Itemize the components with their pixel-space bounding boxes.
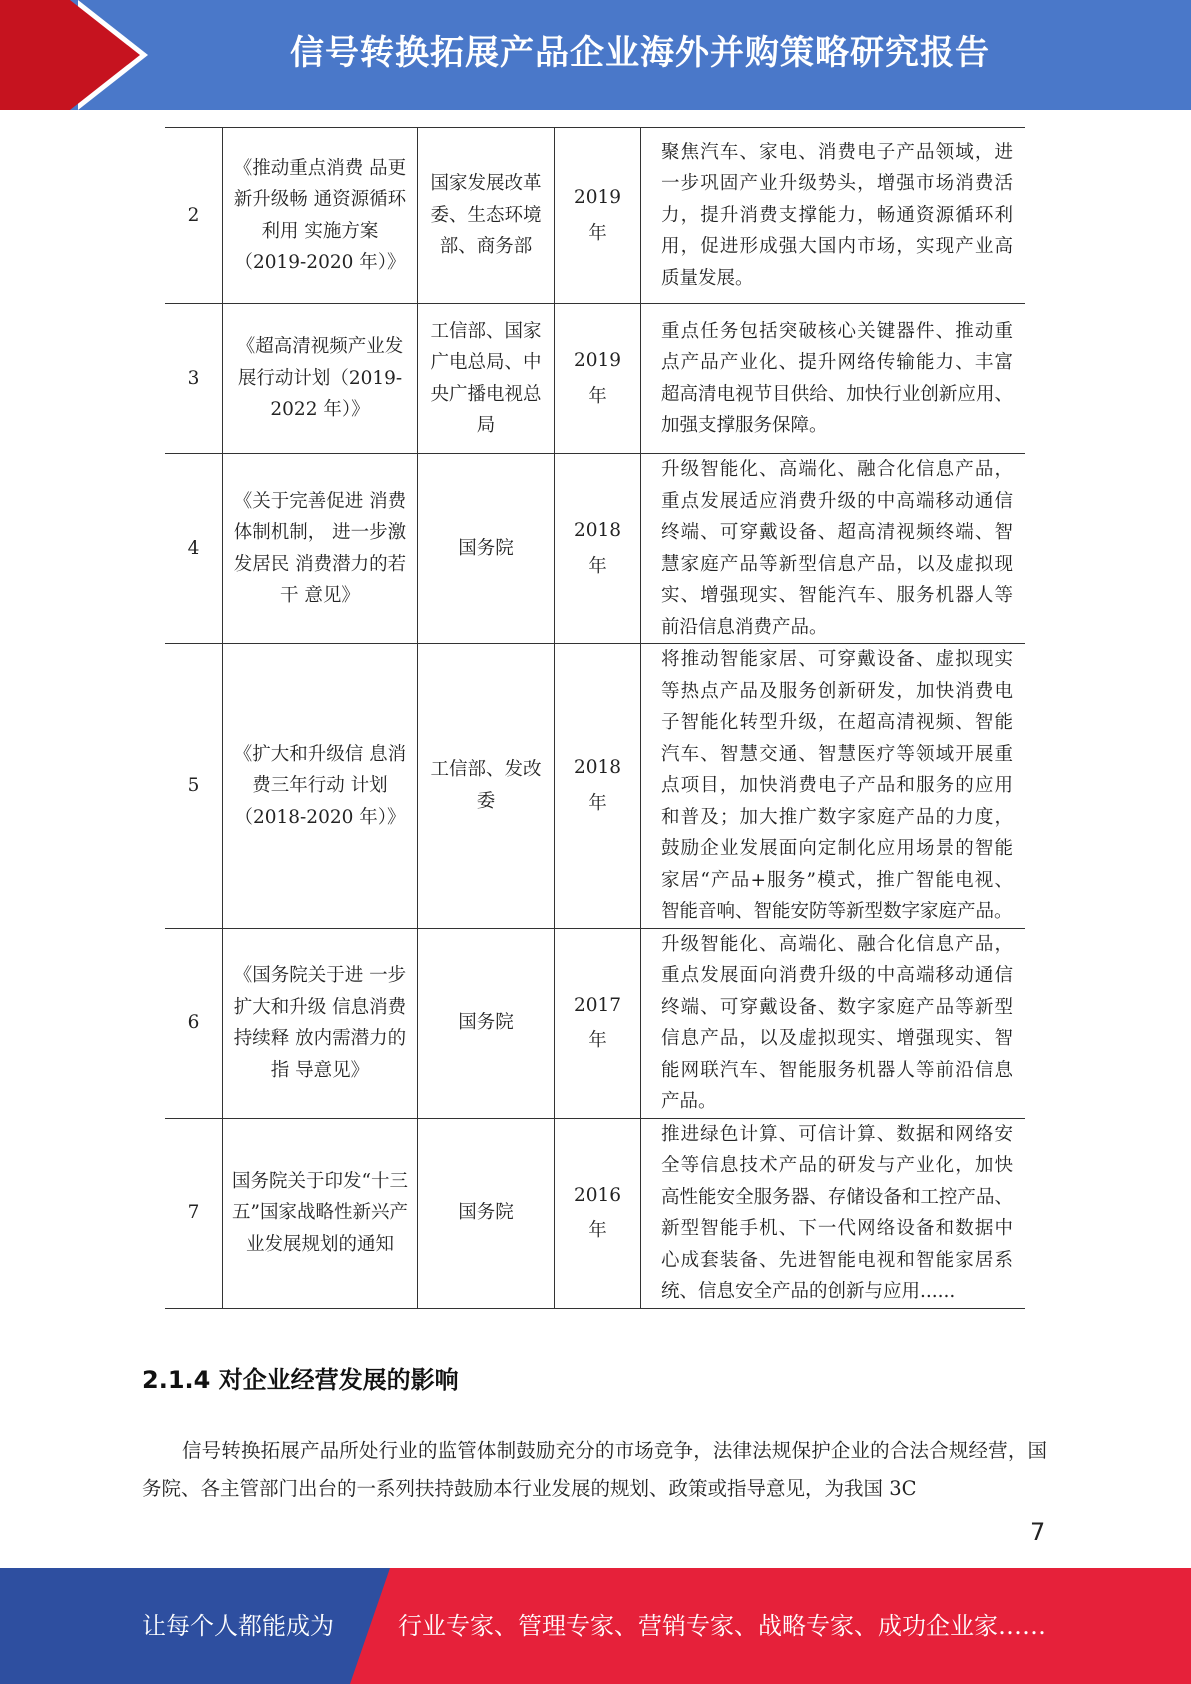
footer-slogan-left: 让每个人都能成为: [142, 1612, 334, 1640]
table-row: [165, 304, 1025, 454]
table-row: [165, 454, 1025, 644]
year-unit: 年: [588, 222, 607, 244]
policy-description: 将推动智能家居、可穿戴设备、虚拟现实 等热点产品及服务创新研发，加快消费电 子智能化转型升级，在超高清视频、智能 汽车、智慧交通、智慧医疗等领域开展重 点项目，加快消费电子产品和服务的应用 和普及；加大推广数字家庭产品的力度， 鼓励企业发展面向定制化应用场景的智能 家居“产品+服务”模式，推广智能电视、 智能音响、智能安防等新型数字家庭产品。: [641, 644, 1026, 929]
row-number: 3: [165, 304, 223, 454]
policy-name: 《关于完善促进 消费体制机制， 进一步激发居民 消费潜力的若干 意见》: [223, 454, 418, 644]
year-unit: 年: [588, 1030, 607, 1051]
year-number: 2017: [573, 994, 622, 1016]
policy-description: 聚焦汽车、家电、消费电子产品领域，进 一步巩固产业升级势头，增强市场消费活 力，提升消费支撑能力，畅通资源循环利 用，促进形成强大国内市场，实现产业高 质量发展。: [641, 128, 1026, 304]
footer-slant: [350, 1568, 390, 1684]
policy-name: 《扩大和升级信 息消费三年行动 计划（2018-2020 年）》: [223, 644, 418, 929]
year-unit: 年: [588, 792, 607, 814]
issue-year: [555, 304, 641, 454]
issuing-department: 国务院: [418, 928, 555, 1118]
issue-year: [555, 928, 641, 1118]
year-number: 2019: [573, 187, 622, 208]
issue-year: [555, 644, 641, 929]
issue-year: [555, 1118, 641, 1308]
policy-description: 升级智能化、高端化、融合化信息产品， 重点发展适应消费升级的中高端移动通信 终端、可穿戴设备、超高清视频终端、智 慧家庭产品等新型信息产品，以及虚拟现 实、增强现实、智能汽车、服务机器人等 前沿信息消费产品。: [641, 454, 1026, 644]
header-red-chevron: [70, 0, 140, 110]
year-unit: 年: [588, 385, 607, 407]
year-number: 2018: [573, 757, 622, 779]
page-footer: [0, 1568, 1191, 1684]
table-row: [165, 928, 1025, 1118]
page-header: [0, 0, 1191, 110]
row-number: 4: [165, 454, 223, 644]
footer-slogan-right: 行业专家、管理专家、营销专家、战略专家、成功企业家……: [398, 1612, 1046, 1640]
issue-year: [555, 454, 641, 644]
policy-name: 国务院关于印发“十三五”国家战略性新兴产业发展规划的通知: [223, 1118, 418, 1308]
table-row: [165, 1118, 1025, 1308]
year-unit: 年: [588, 1220, 607, 1241]
year-unit: 年: [588, 555, 607, 577]
issuing-department: 国务院: [418, 1118, 555, 1308]
row-number: 2: [165, 128, 223, 304]
policy-description: 重点任务包括突破核心关键器件、推动重 点产品产业化、提升网络传输能力、丰富 超高清电视节目供给、加快行业创新应用、 加强支撑服务保障。: [641, 304, 1026, 454]
policy-name: 《推动重点消费 品更新升级畅 通资源循环利用 实施方案（2019-2020 年）》: [223, 128, 418, 304]
report-title: 信号转换拓展产品企业海外并购策略研究报告: [290, 33, 990, 73]
body-paragraph: 信号转换拓展产品所处行业的监管体制鼓励充分的市场竞争，法律法规保护企业的合法合规经营，国务院、各主管部门出台的一系列扶持鼓励本行业发展的规划、政策或指导意见，为我国 3C: [142, 1439, 1047, 1500]
section-heading: 2.1.4 对企业经营发展的影响: [142, 1366, 459, 1394]
page-number: 7: [1030, 1518, 1046, 1546]
row-number: 6: [165, 928, 223, 1118]
table-row: [165, 128, 1025, 304]
header-red-block: [0, 0, 70, 110]
policy-name: 《国务院关于进 一步扩大和升级 信息消费持续释 放内需潜力的指 导意见》: [223, 928, 418, 1118]
policy-name: 《超高清视频产业发展行动计划（2019-2022 年）》: [223, 304, 418, 454]
issuing-department: 工信部、国家广电总局、中央广播电视总局: [418, 304, 555, 454]
year-number: 2019: [573, 350, 622, 371]
year-number: 2016: [573, 1184, 622, 1206]
row-number: 5: [165, 644, 223, 929]
issue-year: [555, 128, 641, 304]
issuing-department: 国家发展改革委、生态环境部、商务部: [418, 128, 555, 304]
issuing-department: 工信部、发改委: [418, 644, 555, 929]
policy-description: 升级智能化、高端化、融合化信息产品， 重点发展面向消费升级的中高端移动通信 终端、可穿戴设备、数字家庭产品等新型 信息产品，以及虚拟现实、增强现实、智 能网联汽车、智能服务机器人等前沿信息 产品。: [641, 928, 1026, 1118]
year-number: 2018: [573, 520, 622, 541]
row-number: 7: [165, 1118, 223, 1308]
issuing-department: 国务院: [418, 454, 555, 644]
policy-description: 推进绿色计算、可信计算、数据和网络安 全等信息技术产品的研发与产业化，加快 高性能安全服务器、存储设备和工控产品、 新型智能手机、下一代网络设备和数据中 心成套装备、先进智能电视和智能家居系 统、信息安全产品的创新与应用......: [641, 1118, 1026, 1308]
policy-table: [165, 127, 1025, 1309]
table-row: [165, 644, 1025, 929]
